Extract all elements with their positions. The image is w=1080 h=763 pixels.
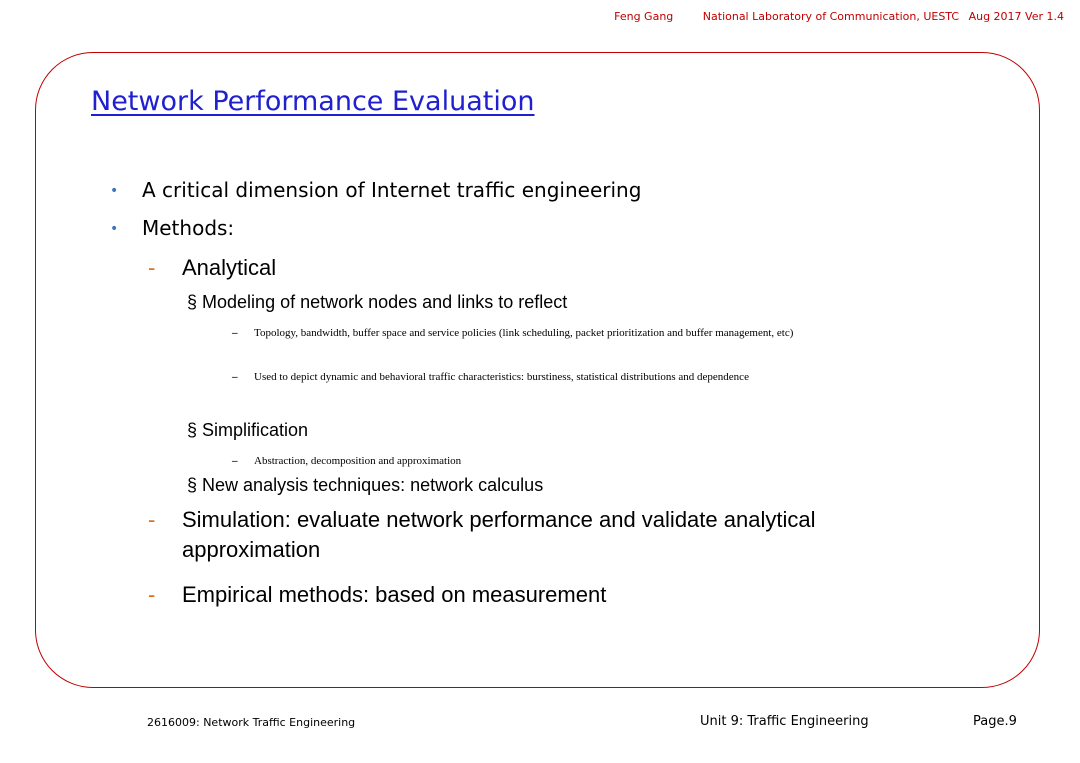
- analytical-new-techniques: [187, 475, 543, 496]
- dash-marker: -: [148, 507, 156, 532]
- analytical-simplification: [187, 420, 308, 441]
- footer-course: 2616009: Network Traffic Engineering: [147, 716, 356, 729]
- bullet-text: Methods:: [142, 216, 235, 240]
- analytical-modeling: [187, 292, 567, 313]
- section-marker: §: [187, 420, 198, 440]
- item-marker: –: [232, 371, 238, 383]
- item-marker: –: [232, 327, 238, 339]
- slide-header: [614, 10, 1064, 23]
- slide-title: Network Performance Evaluation: [91, 86, 535, 117]
- header-version: Aug 2017 Ver 1.4: [968, 10, 1064, 23]
- header-author: Feng Gang: [614, 10, 674, 23]
- simplification-item-text: Abstraction, decomposition and approximation: [254, 455, 462, 467]
- method-empirical-label: Empirical methods: based on measurement: [182, 582, 607, 607]
- modeling-label: Modeling of network nodes and links to reflect: [202, 292, 568, 312]
- section-marker: §: [187, 292, 198, 312]
- dash-marker: -: [148, 255, 156, 280]
- new-techniques-label: New analysis techniques: network calculus: [202, 475, 544, 495]
- modeling-item-text: Used to depict dynamic and behavioral traffic characteristics: burstiness, statistical distributions and dependence: [254, 371, 749, 383]
- modeling-item-text: Topology, bandwidth, buffer space and service policies (link scheduling, packet prioritization and buffer management, etc): [254, 327, 794, 339]
- footer-page: Page.9: [973, 714, 1017, 729]
- method-analytical-label: Analytical: [182, 255, 277, 280]
- bullet-marker: •: [110, 183, 119, 199]
- bullet-text: A critical dimension of Internet traffic engineering: [142, 178, 642, 202]
- dash-marker: -: [148, 582, 156, 607]
- footer-unit: Unit 9: Traffic Engineering: [700, 714, 869, 729]
- header-affiliation: National Laboratory of Communication, UESTC: [702, 10, 960, 23]
- method-simulation-label: Simulation: evaluate network performance and validate analytical approximation: [182, 507, 816, 562]
- section-marker: §: [187, 475, 198, 495]
- simplification-label: Simplification: [202, 420, 309, 440]
- bullet-marker: •: [110, 221, 119, 237]
- item-marker: –: [232, 455, 238, 467]
